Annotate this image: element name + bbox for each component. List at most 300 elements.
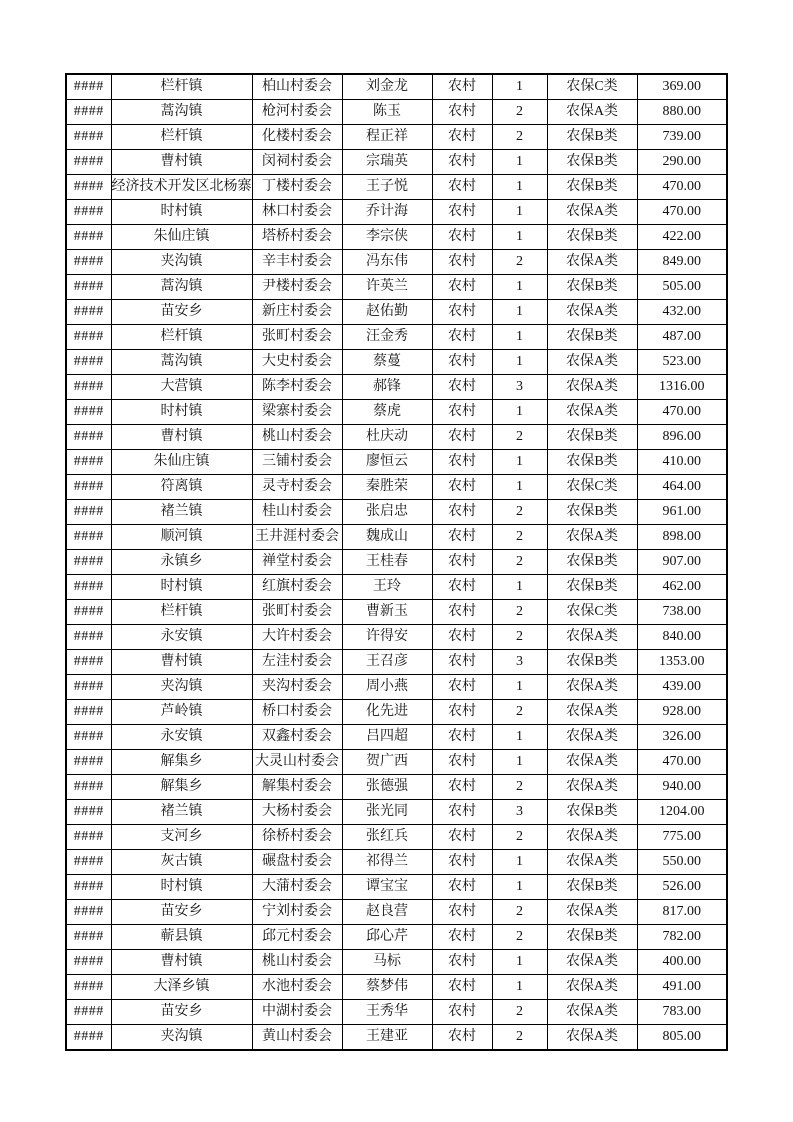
cell-person-count: 3 — [492, 650, 547, 675]
table-row — [66, 150, 727, 175]
cell-overflow-marker: #### — [66, 225, 111, 250]
cell-overflow-marker: #### — [66, 950, 111, 975]
cell-overflow-marker: #### — [66, 300, 111, 325]
cell-person-name: 李宗侠 — [342, 225, 432, 250]
cell-person-name: 张启忠 — [342, 500, 432, 525]
cell-village-committee: 陈李村委会 — [252, 375, 342, 400]
cell-residence-type: 农村 — [432, 650, 492, 675]
cell-amount: 487.00 — [637, 325, 727, 350]
cell-person-name: 许英兰 — [342, 275, 432, 300]
cell-insurance-category: 农保A类 — [547, 900, 637, 925]
cell-person-count: 1 — [492, 750, 547, 775]
cell-insurance-category: 农保A类 — [547, 750, 637, 775]
cell-insurance-category: 农保A类 — [547, 1000, 637, 1025]
cell-person-name: 陈玉 — [342, 100, 432, 125]
cell-person-name: 冯东伟 — [342, 250, 432, 275]
cell-overflow-marker: #### — [66, 775, 111, 800]
cell-amount: 462.00 — [637, 575, 727, 600]
cell-village-committee: 大杨村委会 — [252, 800, 342, 825]
cell-village-committee: 禅堂村委会 — [252, 550, 342, 575]
cell-town: 苗安乡 — [111, 900, 252, 925]
cell-town: 大营镇 — [111, 375, 252, 400]
cell-residence-type: 农村 — [432, 775, 492, 800]
cell-insurance-category: 农保A类 — [547, 100, 637, 125]
cell-person-count: 1 — [492, 725, 547, 750]
cell-residence-type: 农村 — [432, 350, 492, 375]
cell-insurance-category: 农保B类 — [547, 425, 637, 450]
cell-amount: 896.00 — [637, 425, 727, 450]
table-row — [66, 775, 727, 800]
cell-person-name: 王桂春 — [342, 550, 432, 575]
cell-person-count: 2 — [492, 600, 547, 625]
cell-person-name: 曹新玉 — [342, 600, 432, 625]
cell-residence-type: 农村 — [432, 700, 492, 725]
cell-person-count: 2 — [492, 900, 547, 925]
cell-person-name: 化先进 — [342, 700, 432, 725]
cell-person-name: 马标 — [342, 950, 432, 975]
cell-village-committee: 黄山村委会 — [252, 1025, 342, 1051]
cell-overflow-marker: #### — [66, 175, 111, 200]
cell-town: 栏杆镇 — [111, 325, 252, 350]
cell-insurance-category: 农保A类 — [547, 975, 637, 1000]
cell-insurance-category: 农保B类 — [547, 450, 637, 475]
cell-residence-type: 农村 — [432, 425, 492, 450]
cell-amount: 526.00 — [637, 875, 727, 900]
cell-amount: 290.00 — [637, 150, 727, 175]
cell-insurance-category: 农保A类 — [547, 825, 637, 850]
cell-insurance-category: 农保A类 — [547, 725, 637, 750]
cell-person-name: 贺广西 — [342, 750, 432, 775]
cell-overflow-marker: #### — [66, 925, 111, 950]
table-row — [66, 950, 727, 975]
cell-person-name: 蔡蔓 — [342, 350, 432, 375]
cell-residence-type: 农村 — [432, 575, 492, 600]
table-row — [66, 125, 727, 150]
table-row — [66, 74, 727, 100]
cell-residence-type: 农村 — [432, 725, 492, 750]
cell-person-name: 许得安 — [342, 625, 432, 650]
cell-village-committee: 大灵山村委会 — [252, 750, 342, 775]
cell-village-committee: 王井涯村委会 — [252, 525, 342, 550]
cell-village-committee: 灵寺村委会 — [252, 475, 342, 500]
table-row — [66, 375, 727, 400]
cell-village-committee: 桂山村委会 — [252, 500, 342, 525]
payment-table — [65, 73, 728, 1051]
cell-amount: 550.00 — [637, 850, 727, 875]
cell-overflow-marker: #### — [66, 400, 111, 425]
cell-amount: 898.00 — [637, 525, 727, 550]
cell-overflow-marker: #### — [66, 975, 111, 1000]
cell-village-committee: 左洼村委会 — [252, 650, 342, 675]
table-row — [66, 400, 727, 425]
cell-amount: 907.00 — [637, 550, 727, 575]
cell-overflow-marker: #### — [66, 1025, 111, 1051]
cell-amount: 439.00 — [637, 675, 727, 700]
table-row — [66, 175, 727, 200]
table-row — [66, 100, 727, 125]
cell-village-committee: 大许村委会 — [252, 625, 342, 650]
cell-residence-type: 农村 — [432, 900, 492, 925]
table-row — [66, 500, 727, 525]
table-row — [66, 300, 727, 325]
cell-amount: 505.00 — [637, 275, 727, 300]
cell-town: 蒿沟镇 — [111, 275, 252, 300]
cell-overflow-marker: #### — [66, 375, 111, 400]
cell-amount: 817.00 — [637, 900, 727, 925]
cell-overflow-marker: #### — [66, 550, 111, 575]
cell-village-committee: 三铺村委会 — [252, 450, 342, 475]
cell-overflow-marker: #### — [66, 450, 111, 475]
cell-insurance-category: 农保C类 — [547, 74, 637, 100]
cell-insurance-category: 农保A类 — [547, 1025, 637, 1051]
cell-overflow-marker: #### — [66, 100, 111, 125]
cell-person-count: 2 — [492, 775, 547, 800]
cell-person-name: 张红兵 — [342, 825, 432, 850]
cell-village-committee: 大史村委会 — [252, 350, 342, 375]
cell-person-name: 秦胜荣 — [342, 475, 432, 500]
cell-amount: 961.00 — [637, 500, 727, 525]
table-row — [66, 875, 727, 900]
cell-insurance-category: 农保A类 — [547, 700, 637, 725]
cell-person-name: 乔计海 — [342, 200, 432, 225]
cell-insurance-category: 农保B类 — [547, 500, 637, 525]
cell-residence-type: 农村 — [432, 100, 492, 125]
cell-person-count: 2 — [492, 500, 547, 525]
cell-village-committee: 邱元村委会 — [252, 925, 342, 950]
cell-town: 栏杆镇 — [111, 600, 252, 625]
cell-village-committee: 红旗村委会 — [252, 575, 342, 600]
cell-town: 蒿沟镇 — [111, 350, 252, 375]
cell-insurance-category: 农保A类 — [547, 400, 637, 425]
cell-village-committee: 解集村委会 — [252, 775, 342, 800]
cell-town: 夹沟镇 — [111, 250, 252, 275]
cell-town: 夹沟镇 — [111, 675, 252, 700]
cell-amount: 880.00 — [637, 100, 727, 125]
table-body — [66, 74, 727, 1050]
cell-village-committee: 桃山村委会 — [252, 425, 342, 450]
table-row — [66, 350, 727, 375]
cell-town: 顺河镇 — [111, 525, 252, 550]
cell-insurance-category: 农保B类 — [547, 225, 637, 250]
cell-person-count: 1 — [492, 325, 547, 350]
cell-town: 夹沟镇 — [111, 1025, 252, 1051]
cell-person-name: 王子悦 — [342, 175, 432, 200]
cell-insurance-category: 农保A类 — [547, 775, 637, 800]
cell-town: 栏杆镇 — [111, 74, 252, 100]
cell-village-committee: 夹沟村委会 — [252, 675, 342, 700]
cell-person-count: 2 — [492, 1025, 547, 1051]
cell-person-name: 杜庆动 — [342, 425, 432, 450]
cell-person-count: 1 — [492, 975, 547, 1000]
cell-residence-type: 农村 — [432, 850, 492, 875]
cell-amount: 326.00 — [637, 725, 727, 750]
cell-person-count: 1 — [492, 850, 547, 875]
table-row — [66, 200, 727, 225]
cell-town: 永安镇 — [111, 725, 252, 750]
cell-person-count: 2 — [492, 100, 547, 125]
table-row — [66, 525, 727, 550]
cell-amount: 422.00 — [637, 225, 727, 250]
cell-person-count: 1 — [492, 950, 547, 975]
cell-residence-type: 农村 — [432, 450, 492, 475]
cell-insurance-category: 农保A类 — [547, 300, 637, 325]
cell-person-name: 廖恒云 — [342, 450, 432, 475]
cell-amount: 1204.00 — [637, 800, 727, 825]
cell-insurance-category: 农保A类 — [547, 625, 637, 650]
cell-insurance-category: 农保A类 — [547, 525, 637, 550]
cell-town: 苗安乡 — [111, 300, 252, 325]
cell-amount: 1353.00 — [637, 650, 727, 675]
cell-overflow-marker: #### — [66, 250, 111, 275]
cell-insurance-category: 农保B类 — [547, 800, 637, 825]
cell-residence-type: 农村 — [432, 200, 492, 225]
cell-town: 曹村镇 — [111, 650, 252, 675]
cell-amount: 464.00 — [637, 475, 727, 500]
cell-town: 时村镇 — [111, 575, 252, 600]
cell-overflow-marker: #### — [66, 650, 111, 675]
cell-overflow-marker: #### — [66, 625, 111, 650]
cell-overflow-marker: #### — [66, 475, 111, 500]
cell-person-count: 2 — [492, 250, 547, 275]
cell-town: 永安镇 — [111, 625, 252, 650]
cell-village-committee: 张町村委会 — [252, 325, 342, 350]
cell-village-committee: 大蒲村委会 — [252, 875, 342, 900]
cell-village-committee: 张町村委会 — [252, 600, 342, 625]
cell-amount: 805.00 — [637, 1025, 727, 1051]
cell-residence-type: 农村 — [432, 225, 492, 250]
cell-insurance-category: 农保C类 — [547, 600, 637, 625]
cell-village-committee: 林口村委会 — [252, 200, 342, 225]
cell-amount: 840.00 — [637, 625, 727, 650]
cell-residence-type: 农村 — [432, 400, 492, 425]
cell-person-count: 1 — [492, 74, 547, 100]
cell-overflow-marker: #### — [66, 525, 111, 550]
table-row — [66, 825, 727, 850]
cell-person-count: 1 — [492, 225, 547, 250]
cell-town: 褚兰镇 — [111, 500, 252, 525]
cell-overflow-marker: #### — [66, 600, 111, 625]
cell-residence-type: 农村 — [432, 625, 492, 650]
cell-person-count: 1 — [492, 275, 547, 300]
cell-overflow-marker: #### — [66, 275, 111, 300]
cell-overflow-marker: #### — [66, 875, 111, 900]
cell-insurance-category: 农保B类 — [547, 175, 637, 200]
cell-overflow-marker: #### — [66, 825, 111, 850]
cell-town: 时村镇 — [111, 400, 252, 425]
table-row — [66, 925, 727, 950]
table-row — [66, 700, 727, 725]
cell-town: 灰古镇 — [111, 850, 252, 875]
table-row — [66, 600, 727, 625]
cell-overflow-marker: #### — [66, 325, 111, 350]
cell-insurance-category: 农保A类 — [547, 250, 637, 275]
cell-person-name: 吕四超 — [342, 725, 432, 750]
cell-insurance-category: 农保A类 — [547, 375, 637, 400]
cell-amount: 1316.00 — [637, 375, 727, 400]
cell-village-committee: 丁楼村委会 — [252, 175, 342, 200]
cell-insurance-category: 农保A类 — [547, 350, 637, 375]
cell-amount: 369.00 — [637, 74, 727, 100]
cell-village-committee: 柏山村委会 — [252, 74, 342, 100]
cell-residence-type: 农村 — [432, 875, 492, 900]
cell-residence-type: 农村 — [432, 250, 492, 275]
cell-insurance-category: 农保C类 — [547, 475, 637, 500]
cell-person-count: 2 — [492, 125, 547, 150]
cell-amount: 410.00 — [637, 450, 727, 475]
cell-village-committee: 塔桥村委会 — [252, 225, 342, 250]
cell-person-count: 2 — [492, 550, 547, 575]
table-row — [66, 625, 727, 650]
cell-amount: 523.00 — [637, 350, 727, 375]
cell-insurance-category: 农保A类 — [547, 200, 637, 225]
cell-town: 解集乡 — [111, 750, 252, 775]
cell-insurance-category: 农保B类 — [547, 125, 637, 150]
cell-insurance-category: 农保B类 — [547, 875, 637, 900]
cell-insurance-category: 农保B类 — [547, 650, 637, 675]
cell-person-count: 1 — [492, 475, 547, 500]
cell-village-committee: 辛丰村委会 — [252, 250, 342, 275]
table-row — [66, 850, 727, 875]
cell-overflow-marker: #### — [66, 800, 111, 825]
cell-village-committee: 双鑫村委会 — [252, 725, 342, 750]
cell-person-count: 2 — [492, 1000, 547, 1025]
cell-residence-type: 农村 — [432, 175, 492, 200]
cell-person-name: 宗瑞英 — [342, 150, 432, 175]
cell-residence-type: 农村 — [432, 1025, 492, 1051]
cell-person-name: 王玲 — [342, 575, 432, 600]
cell-town: 解集乡 — [111, 775, 252, 800]
cell-overflow-marker: #### — [66, 750, 111, 775]
cell-person-name: 赵佑勤 — [342, 300, 432, 325]
cell-person-count: 1 — [492, 450, 547, 475]
cell-person-count: 1 — [492, 400, 547, 425]
cell-overflow-marker: #### — [66, 900, 111, 925]
cell-person-count: 1 — [492, 875, 547, 900]
cell-town: 朱仙庄镇 — [111, 225, 252, 250]
cell-town: 蕲县镇 — [111, 925, 252, 950]
cell-overflow-marker: #### — [66, 1000, 111, 1025]
cell-village-committee: 桥口村委会 — [252, 700, 342, 725]
table-row — [66, 250, 727, 275]
table-row — [66, 275, 727, 300]
cell-village-committee: 中湖村委会 — [252, 1000, 342, 1025]
cell-insurance-category: 农保B类 — [547, 325, 637, 350]
cell-town: 曹村镇 — [111, 425, 252, 450]
cell-person-name: 张德强 — [342, 775, 432, 800]
cell-person-count: 3 — [492, 375, 547, 400]
table-row — [66, 750, 727, 775]
cell-overflow-marker: #### — [66, 575, 111, 600]
cell-person-count: 2 — [492, 425, 547, 450]
cell-person-name: 蔡梦伟 — [342, 975, 432, 1000]
cell-amount: 928.00 — [637, 700, 727, 725]
cell-residence-type: 农村 — [432, 525, 492, 550]
cell-town: 永镇乡 — [111, 550, 252, 575]
cell-town: 蒿沟镇 — [111, 100, 252, 125]
table-row — [66, 425, 727, 450]
cell-person-count: 2 — [492, 625, 547, 650]
table-row — [66, 650, 727, 675]
cell-overflow-marker: #### — [66, 500, 111, 525]
cell-residence-type: 农村 — [432, 475, 492, 500]
table-row — [66, 450, 727, 475]
cell-village-committee: 枪河村委会 — [252, 100, 342, 125]
cell-insurance-category: 农保A类 — [547, 950, 637, 975]
cell-residence-type: 农村 — [432, 275, 492, 300]
cell-amount: 470.00 — [637, 175, 727, 200]
cell-village-committee: 闵祠村委会 — [252, 150, 342, 175]
cell-overflow-marker: #### — [66, 425, 111, 450]
cell-amount: 775.00 — [637, 825, 727, 850]
cell-residence-type: 农村 — [432, 125, 492, 150]
cell-village-committee: 水池村委会 — [252, 975, 342, 1000]
cell-person-name: 郝锋 — [342, 375, 432, 400]
cell-overflow-marker: #### — [66, 200, 111, 225]
clipped-text: 经济技术开发区北杨寨 — [111, 179, 252, 194]
cell-residence-type: 农村 — [432, 825, 492, 850]
cell-person-name: 赵良营 — [342, 900, 432, 925]
cell-residence-type: 农村 — [432, 300, 492, 325]
cell-village-committee: 宁刘村委会 — [252, 900, 342, 925]
table-row — [66, 475, 727, 500]
cell-person-count: 1 — [492, 350, 547, 375]
cell-amount: 491.00 — [637, 975, 727, 1000]
cell-amount: 470.00 — [637, 200, 727, 225]
cell-village-committee: 新庄村委会 — [252, 300, 342, 325]
cell-person-name: 程正祥 — [342, 125, 432, 150]
cell-person-name: 王召彦 — [342, 650, 432, 675]
table-row — [66, 800, 727, 825]
cell-amount: 739.00 — [637, 125, 727, 150]
cell-person-count: 1 — [492, 575, 547, 600]
cell-person-count: 1 — [492, 675, 547, 700]
cell-insurance-category: 农保B类 — [547, 925, 637, 950]
cell-village-committee: 化楼村委会 — [252, 125, 342, 150]
table-row — [66, 900, 727, 925]
cell-amount: 940.00 — [637, 775, 727, 800]
table-row — [66, 1025, 727, 1051]
cell-town: 曹村镇 — [111, 950, 252, 975]
cell-insurance-category: 农保B类 — [547, 550, 637, 575]
cell-amount: 400.00 — [637, 950, 727, 975]
cell-amount: 738.00 — [637, 600, 727, 625]
table-row — [66, 550, 727, 575]
cell-town: 栏杆镇 — [111, 125, 252, 150]
cell-person-name: 汪金秀 — [342, 325, 432, 350]
table-row — [66, 575, 727, 600]
cell-town: 朱仙庄镇 — [111, 450, 252, 475]
cell-village-committee: 梁寨村委会 — [252, 400, 342, 425]
cell-person-name: 周小燕 — [342, 675, 432, 700]
cell-person-name: 张光同 — [342, 800, 432, 825]
cell-town: 芦岭镇 — [111, 700, 252, 725]
cell-residence-type: 农村 — [432, 925, 492, 950]
cell-amount: 849.00 — [637, 250, 727, 275]
cell-person-name: 蔡虎 — [342, 400, 432, 425]
cell-person-name: 魏成山 — [342, 525, 432, 550]
cell-village-committee: 徐桥村委会 — [252, 825, 342, 850]
cell-town: 符离镇 — [111, 475, 252, 500]
cell-overflow-marker: #### — [66, 725, 111, 750]
cell-residence-type: 农村 — [432, 750, 492, 775]
cell-person-name: 刘金龙 — [342, 74, 432, 100]
table-row — [66, 975, 727, 1000]
cell-person-name: 王建亚 — [342, 1025, 432, 1051]
cell-town: 曹村镇 — [111, 150, 252, 175]
cell-residence-type: 农村 — [432, 550, 492, 575]
cell-person-count: 1 — [492, 175, 547, 200]
cell-person-count: 2 — [492, 825, 547, 850]
